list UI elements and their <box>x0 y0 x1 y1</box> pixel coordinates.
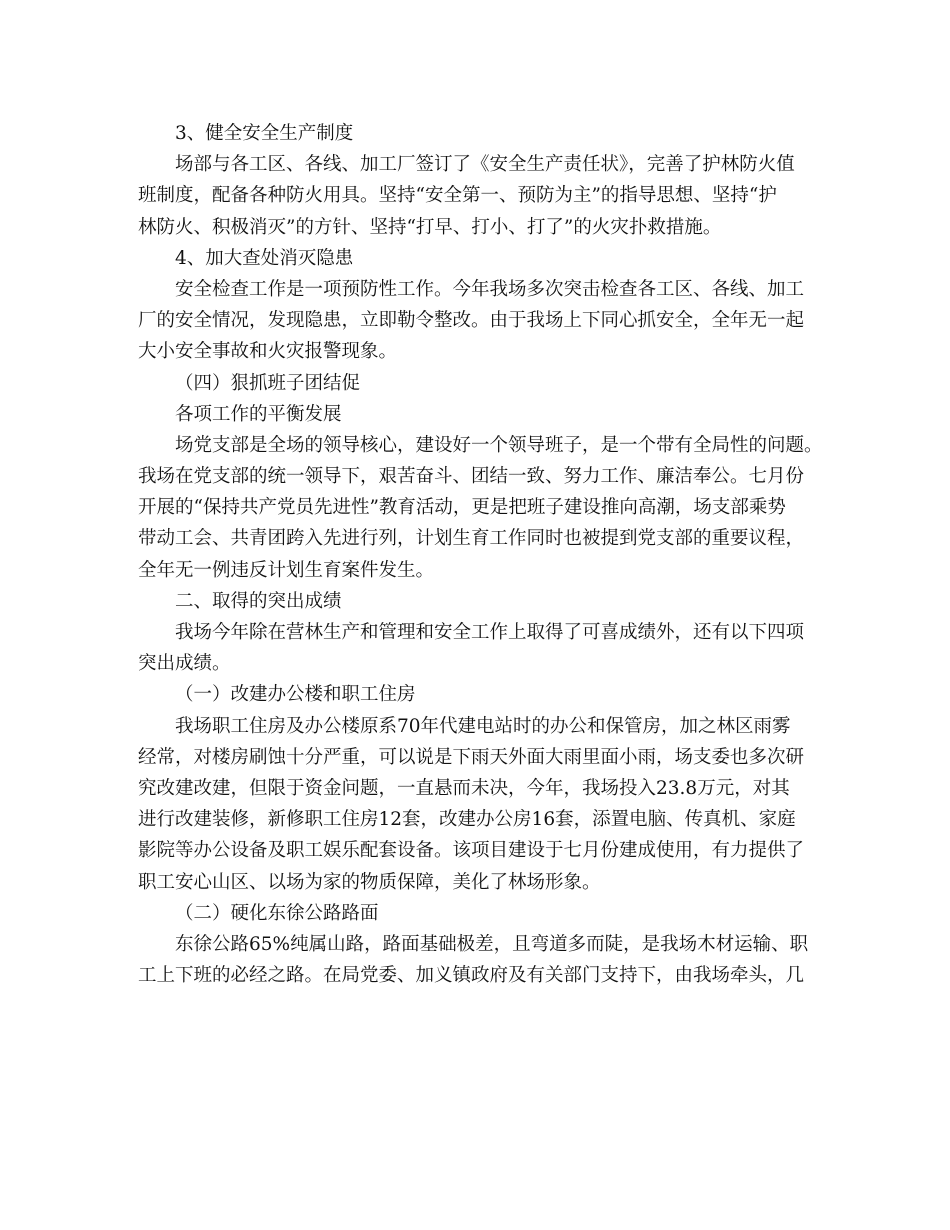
paragraph-line: 场部与各工区、各线、加工厂签订了《安全生产责任状》，完善了护林防火值 <box>175 154 795 176</box>
paragraph-line: 我场职工住房及办公楼原系70年代建电站时的办公和保管房，加之林区雨雾 <box>175 715 791 737</box>
paragraph-line: 开展的“保持共产党员先进性”教育活动，更是把班子建设推向高潮，场支部乘势 <box>138 497 786 519</box>
section-heading: （二）硬化东徐公路路面 <box>175 902 379 924</box>
paragraph-line: 大小安全事故和火灾报警现象。 <box>138 341 398 363</box>
paragraph-line: 经常，对楼房刷蚀十分严重，可以说是下雨天外面大雨里面小雨，场支委也多次研 <box>138 746 805 768</box>
paragraph-line: 场党支部是全场的领导核心，建设好一个领导班子，是一个带有全局性的问题。 <box>175 434 823 456</box>
paragraph-line: 进行改建装修，新修职工住房12套，改建办公房16套，添置电脑、传真机、家庭 <box>138 809 796 831</box>
paragraph-line: 究改建改建，但限于资金问题，一直悬而未决，今年，我场投入23.8万元，对其 <box>138 777 790 799</box>
paragraph-line: 林防火、积极消灭”的方针、坚持“打早、打小、打了”的火灾扑救措施。 <box>138 216 722 238</box>
paragraph-line: 东徐公路65%纯属山路，路面基础极差，且弯道多而陡，是我场木材运输、职 <box>175 933 809 955</box>
paragraph-line: 安全检查工作是一项预防性工作。今年我场多次突击检查各工区、各线、加工 <box>175 278 805 300</box>
section-heading: 各项工作的平衡发展 <box>175 403 342 425</box>
document-body <box>138 118 828 991</box>
paragraph-line: 厂的安全情况，发现隐患，立即勒令整改。由于我场上下同心抓安全，全年无一起 <box>138 310 805 332</box>
section-heading: （四）狠抓班子团结促 <box>175 372 361 394</box>
paragraph-line: 带动工会、共青团跨入先进行列，计划生育工作同时也被提到党支部的重要议程， <box>138 528 805 550</box>
paragraph-line: 我场在党支部的统一领导下，艰苦奋斗、团结一致、努力工作、廉洁奉公。七月份 <box>138 466 805 488</box>
paragraph-line: 职工安心山区、以场为家的物质保障，美化了林场形象。 <box>138 871 601 893</box>
paragraph-line: 全年无一例违反计划生育案件发生。 <box>138 559 435 581</box>
paragraph-line: 工上下班的必经之路。在局党委、加义镇政府及有关部门支持下，由我场牵头，几 <box>138 965 805 987</box>
section-heading: （一）改建办公楼和职工住房 <box>175 684 416 706</box>
paragraph-line: 我场今年除在营林生产和管理和安全工作上取得了可喜成绩外，还有以下四项 <box>175 622 805 643</box>
paragraph-line: 班制度，配备各种防火用具。坚持“安全第一、预防为主”的指导思想、坚持“护 <box>138 185 777 207</box>
section-heading: 3、健全安全生产制度 <box>175 123 354 144</box>
section-heading: 二、取得的突出成绩 <box>175 590 342 612</box>
section-heading: 4、加大查处消灭隐患 <box>175 247 354 269</box>
paragraph-line: 突出成绩。 <box>138 653 231 675</box>
paragraph-line: 影院等办公设备及职工娱乐配套设备。该项目建设于七月份建成使用，有力提供了 <box>138 840 805 862</box>
